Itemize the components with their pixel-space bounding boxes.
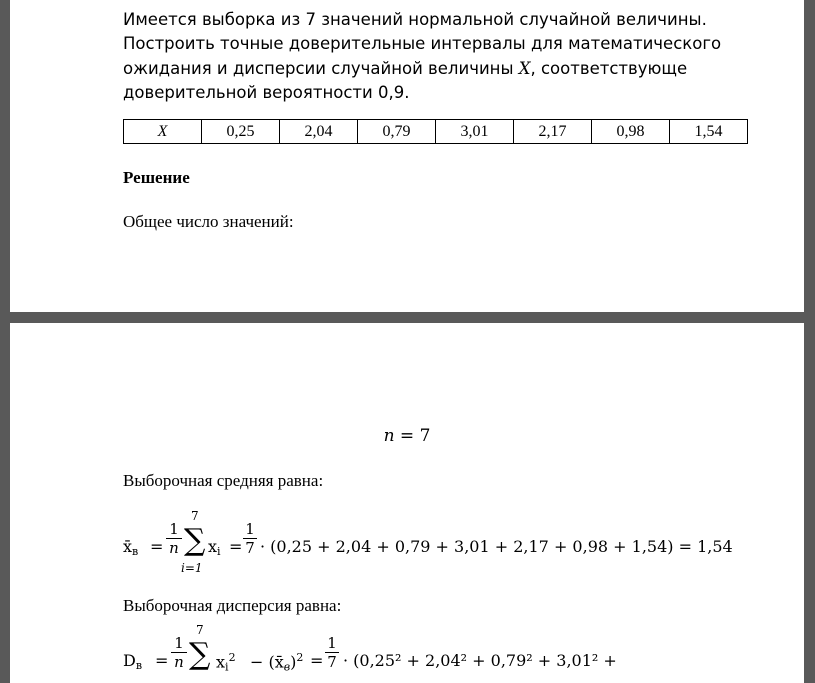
table-cell: 0,25: [202, 120, 280, 144]
mean-sum-top: 7: [191, 509, 199, 523]
table-cell: 2,04: [280, 120, 358, 144]
sigma-icon: ∑: [184, 523, 206, 558]
table-header-cell: X: [124, 120, 202, 144]
task-line-3: ожидания и дисперсии случайной величины X, соответствующе: [123, 58, 688, 78]
sigma-icon: ∑: [189, 637, 211, 672]
mean-lhs: x̄в: [123, 537, 139, 558]
table-cell: 2,17: [514, 120, 592, 144]
task-line-4: доверительной вероятности 0,9.: [123, 82, 410, 102]
variable-x: X: [518, 58, 531, 78]
table-cell: 0,79: [358, 120, 436, 144]
disp-eq-1: =: [155, 651, 169, 670]
table-cell: 3,01: [436, 120, 514, 144]
disp-eq-2: =: [310, 651, 324, 670]
mean-rest: · (0,25 + 2,04 + 0,79 + 3,01 + 2,17 + 0,98 + 1,54) = 1,54: [260, 537, 733, 556]
sample-table: [123, 119, 748, 144]
disp-frac-2: 1 7: [325, 634, 339, 671]
mean-frac-2: 1 7: [243, 520, 257, 557]
task-line-2: Построить точные доверительные интервалы для математического: [123, 34, 722, 54]
disp-frac-1: 1 n: [171, 634, 187, 671]
mean-sum-bottom: i=1: [181, 561, 203, 575]
disp-lhs: Dв: [123, 651, 143, 672]
count-label: Общее число значений:: [123, 212, 294, 231]
disp-minus: − (x̄в)$^2$: [250, 651, 304, 674]
page-2: [10, 323, 804, 683]
task-text: [123, 8, 763, 105]
dispersion-label: Выборочная дисперсия равна:: [123, 596, 342, 615]
table-cell: 1,54: [670, 120, 748, 144]
mean-eq-1: =: [150, 537, 164, 556]
n-equation: n = 7: [383, 426, 431, 446]
table-cell: 0,98: [592, 120, 670, 144]
disp-term: $xi^2$: [216, 651, 236, 674]
table-row: [124, 120, 748, 144]
task-line-1: Имеется выборка из 7 значений нормальной случайной величины.: [123, 10, 707, 29]
disp-rest: · (0,25² + 2,04² + 0,79² + 3,01² +: [343, 651, 617, 670]
mean-label: Выборочная средняя равна:: [123, 471, 324, 490]
disp-sum-top: 7: [196, 623, 204, 637]
mean-frac-1: 1 n: [166, 520, 182, 557]
solution-heading: Решение: [123, 168, 190, 187]
mean-term: xi: [208, 537, 221, 558]
mean-eq-2: =: [229, 537, 243, 556]
page-1: [10, 0, 804, 312]
